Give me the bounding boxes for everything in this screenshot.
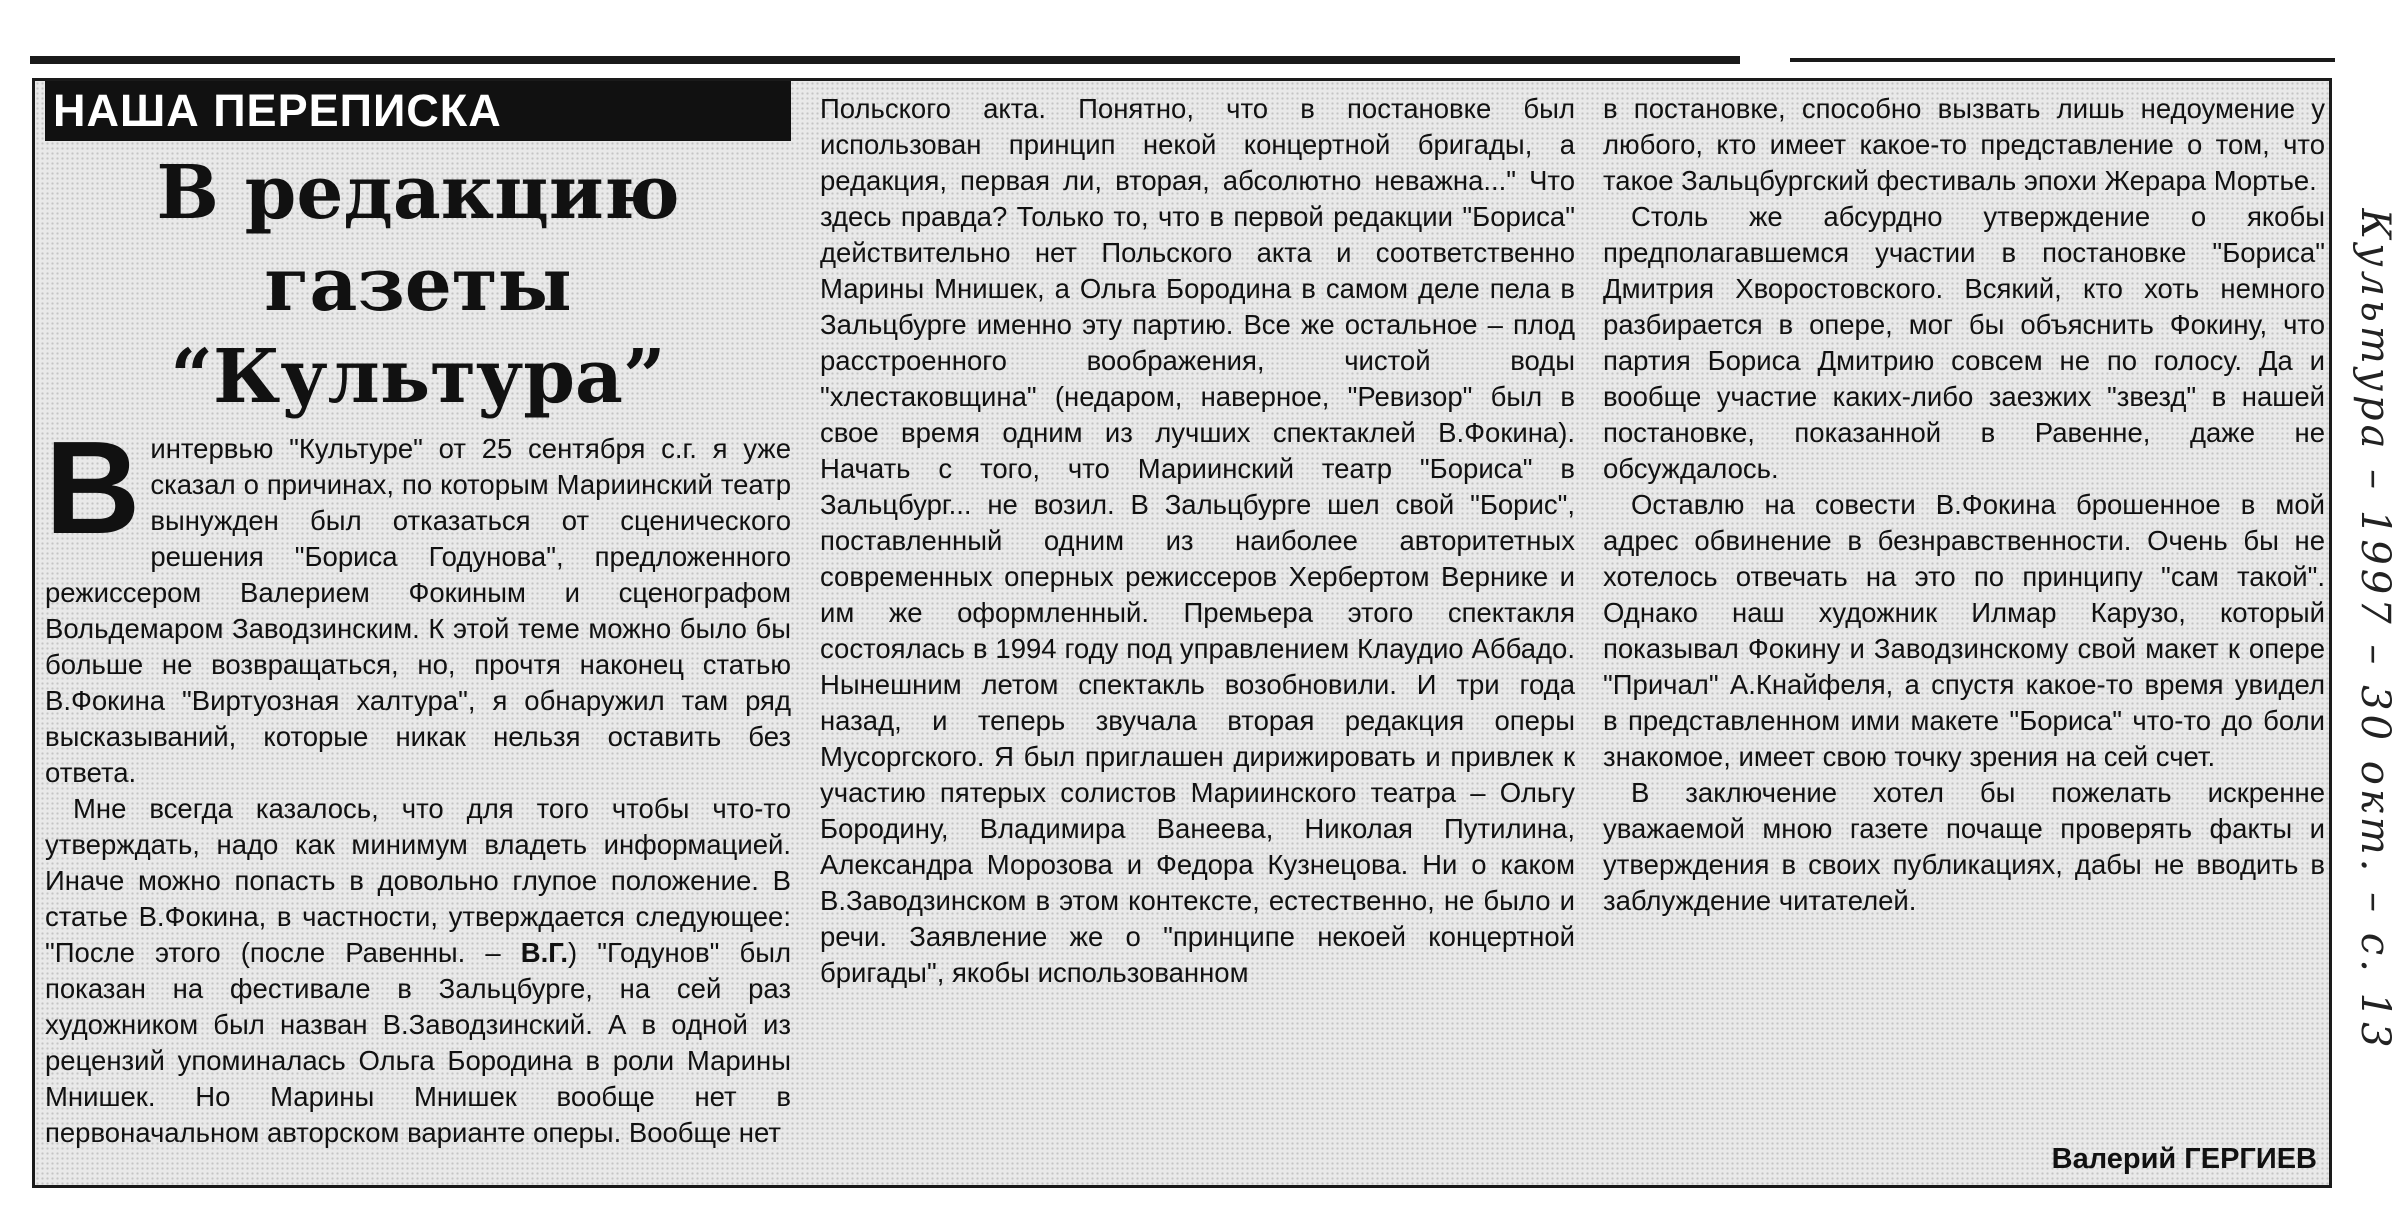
- author-initials: В.Г.: [520, 937, 569, 968]
- top-rule-right: [1790, 58, 2335, 62]
- paragraph-2-text-a: Мне всегда казалось, что для того чтобы что-то утверждать, надо как минимум владеть информацией. Иначе можно попасть в довольно глупое положение. В статье В.Фокина, в частности, утверждается следующее: "После этого (после Равенны. –: [45, 793, 791, 968]
- newspaper-clipping: [32, 78, 2332, 1188]
- headline-line-1: В редакцию: [156, 150, 680, 236]
- paragraph-1: [45, 414, 791, 791]
- headline: [45, 147, 791, 423]
- paragraph-4: в постановке, способно вызвать лишь недоумение у любого, кто имеет какое-то представление о том, что такое Зальцбургский фестиваль эпохи Жерара Мортье.: [1603, 93, 2325, 196]
- paragraph-1-text: интервью "Культуре" от 25 сентября с.г. я уже сказал о причинах, по которым Мариинский театр вынужден был отказаться от сценического решения "Бориса Годунова", предложенного режиссером Валерием Фокиным и сценографом Вольдемаром Заводзинским. К этой теме можно было бы больше не возвращаться, но, прочтя наконец статью В.Фокина "Виртуозная халтура", я обнаружил там ряд высказываний, которые никак нельзя оставить без ответа.: [45, 433, 791, 788]
- paragraph-7: В заключение хотел бы пожелать искренне уважаемой мною газете почаще проверять факты и утверждения в своих публикациях, дабы не вводить в заблуждение читателей.: [1603, 777, 2325, 916]
- paragraph-2-text-b: ) "Годунов" был показан на фестивале в Зальцбурге, на сей раз художником был назван В.Заводзинский. А в одной из рецензий упоминалась Ольга Бородина в роли Марины Мнишек. Но Марины Мнишек вообще нет в первоначальном авторском варианте оперы. Вообще нет: [45, 937, 792, 1148]
- paragraph-5: Столь же абсурдно утверждение о якобы предполагавшемся участии в постановке "Бориса" Дмитрия Хворостовского. Всякий, кто хоть немного разбирается в опере, мог бы объяснить Фокину, что партия Бориса Дмитрию совсем не по голосу. Да и вообще участие каких-либо заезжих "звезд" в нашей постановке, показанной в Равенне, даже не обсуждалось.: [1603, 201, 2325, 484]
- drop-cap: В: [45, 414, 141, 561]
- headline-line-2: газеты “Культура”: [170, 242, 666, 420]
- signature: Валерий ГЕРГИЕВ: [2051, 1143, 2317, 1175]
- paragraph-6: Оставлю на совести В.Фокина брошенное в мой адрес обвинение в безнравственности. Очень бы не хотелось отвечать на это по принципу "сам такой". Однако наш художник Илмар Карузо, который показывал Фокину и Заводзинскому свой макет к опере "Причал" А.Кнайфеля, а спустя какое-то время увидел в представленном ими макете "Бориса" что-то до боли знакомое, имеет свою точку зрения на сей счет.: [1603, 489, 2325, 772]
- paragraph-3: Польского акта. Понятно, что в постановке был использован принцип некой концертной бригады, а редакция, первая ли, вторая, абсолютно неважна..." Что здесь правда? Только то, что в первой редакции "Бориса" действительно нет Польского акта и соответственно Марины Мнишек, а Ольга Бородина в самом деле пела в Зальцбурге именно эту партию. Все же остальное – плод расстроенного воображения, чистой воды "хлестаковщина" (недаром, наверное, "Ревизор" был в свое время одним из лучших спектаклей В.Фокина). Начать с того, что Мариинский театр "Бориса" в Зальцбург... не возил. В Зальцбурге шел свой "Борис", поставленный одним из наиболее авторитетных современных оперных режиссеров Хербертом Вернике и им же оформленный. Премьера этого спектакля состоялась в 1994 году под управлением Клаудио Аббадо. Нынешним летом спектакль возобновили. И три года назад, и теперь звучала вторая редакция оперы Мусоргского. Я был приглашен дирижировать и привлек к участию пятерых солистов Мариинского театра – Ольгу Бородину, Владимира Ванеева, Николая Путилина, Александра Морозова и Федора Кузнецова. Ни о каком В.Заводзинском в этом контексте, естественно, не было и речи. Заявление же о "принципе некоей концертной бригады", якобы использованном: [820, 93, 1575, 988]
- column-3: [1603, 81, 2325, 1185]
- handwritten-margin-note: [2350, 60, 2400, 1200]
- top-rule: [30, 56, 1740, 64]
- rubric: НАША ПЕРЕПИСКА: [45, 81, 791, 141]
- handwritten-note-text: Культура – 1997 – 30 окт. – с. 13: [2352, 208, 2398, 1052]
- column-2: [820, 81, 1575, 1185]
- column-1: [45, 81, 791, 1185]
- paragraph-2: [45, 791, 791, 1151]
